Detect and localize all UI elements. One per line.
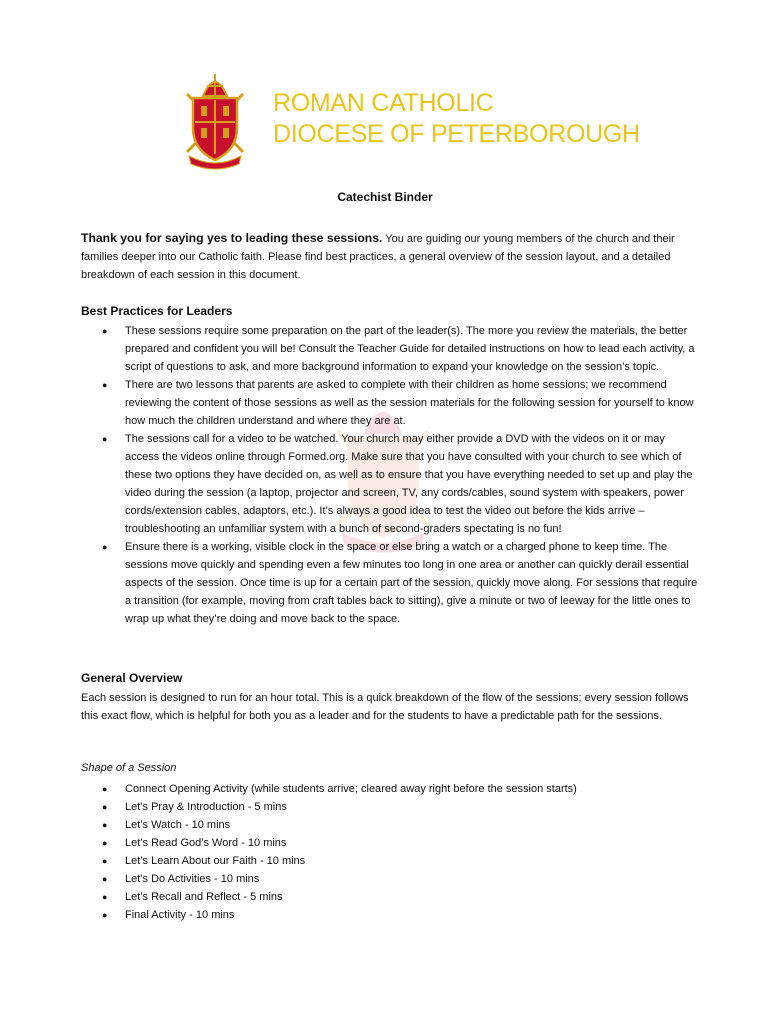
diocese-title — [273, 88, 640, 150]
document-title: Catechist Binder — [337, 190, 433, 204]
list-item — [81, 888, 701, 906]
shape-of-session-label: Shape of a Session — [81, 762, 177, 774]
bullet-icon: ● — [102, 892, 108, 902]
list-item — [81, 906, 701, 924]
bullet-icon: ● — [102, 802, 108, 812]
list-item-text: Let’s Watch - 10 mins — [125, 819, 231, 831]
bullet-icon: ● — [102, 856, 108, 866]
list-item — [81, 870, 701, 888]
list-item-text: Ensure there is a working, visible clock in the space or else bring a watch or a charged phone to keep time. The sessions move quickly and spending even a few minutes too long in one area or another can quickly derail essential aspects of the session. Once time is up for a certain part of the session, quickly move along. For sessions that require a transition (for example, moving from craft tables back to sitting), give a minute or two of leeway for the little ones to wrap up what they’re doing and move back to the space. — [125, 541, 698, 625]
list-item-text: There are two lessons that parents are asked to complete with their children as home sessions; we recommend reviewing the content of those sessions as well as the session materials for the following session for yourself to know how much the children understand and where they are at. — [125, 379, 694, 427]
best-practices-heading: Best Practices for Leaders — [81, 304, 233, 318]
list-item — [81, 780, 701, 798]
list-item — [81, 376, 701, 430]
diocese-title-line2: DIOCESE OF PETERBOROUGH — [273, 120, 640, 148]
bullet-icon: ● — [102, 874, 108, 884]
best-practices-list — [81, 322, 701, 628]
diocese-crest-icon — [181, 66, 249, 170]
bullet-icon: ● — [102, 820, 108, 830]
intro-lead: Thank you for saying yes to leading these sessions. — [81, 231, 383, 245]
list-item — [81, 834, 701, 852]
list-item — [81, 816, 701, 834]
intro-body: You are guiding our young members of the church and their families deeper into our Catholic faith. Please find best practices, a general overview of the session layout, and a detailed breakdown of each session in this document. — [81, 233, 675, 281]
general-overview-heading: General Overview — [81, 671, 183, 685]
list-item — [81, 322, 701, 376]
diocese-title-line1: ROMAN CATHOLIC — [273, 89, 494, 117]
shape-of-session-list — [81, 780, 701, 924]
bullet-icon: ● — [102, 380, 108, 390]
list-item-text: Let’s Learn About our Faith - 10 mins — [125, 855, 306, 867]
list-item-text: These sessions require some preparation on the part of the leader(s). The more you review the materials, the better prepared and confident you will be! Consult the Teacher Guide for detailed instructions on how to lead each activity, a script of questions to ask, and more background information to expand your knowledge on the session’s topic. — [125, 325, 695, 373]
list-item-text: Let’s Recall and Reflect - 5 mins — [125, 891, 283, 903]
bullet-icon: ● — [102, 784, 108, 794]
list-item — [81, 852, 701, 870]
bullet-icon: ● — [102, 910, 108, 920]
list-item-text: Final Activity - 10 mins — [125, 909, 235, 921]
intro-paragraph — [81, 229, 701, 284]
list-item-text: The sessions call for a video to be watched. Your church may either provide a DVD with the videos on it or may access the videos online through Formed.org. Make sure that you have consulted with your church to see which of these two options they have decided on, as well as to ensure that you have everything needed to set up and play the video during the session (a laptop, projector and screen, TV, any cords/cables, sound system with speakers, power cords/extension cables, adaptors, etc.). It’s always a good idea to test the video out before the kids arrive – troubleshooting an unfamiliar system with a bunch of second-graders spectating is no fun! — [125, 433, 693, 535]
list-item-text: Let’s Pray & Introduction - 5 mins — [125, 801, 287, 813]
list-item — [81, 430, 701, 538]
list-item-text: Let’s Do Activities - 10 mins — [125, 873, 260, 885]
bullet-icon: ● — [102, 542, 108, 552]
list-item-text: Let’s Read God’s Word - 10 mins — [125, 837, 287, 849]
bullet-icon: ● — [102, 434, 108, 444]
bullet-icon: ● — [102, 838, 108, 848]
general-overview-paragraph: Each session is designed to run for an hour total. This is a quick breakdown of the flow of the sessions; every session follows this exact flow, which is helpful for both you as a leader and for the students to have a predictable path for the sessions. — [81, 692, 689, 722]
list-item — [81, 798, 701, 816]
list-item-text: Connect Opening Activity (while students arrive; cleared away right before the session starts) — [125, 783, 577, 795]
list-item — [81, 538, 701, 628]
bullet-icon: ● — [102, 326, 108, 336]
